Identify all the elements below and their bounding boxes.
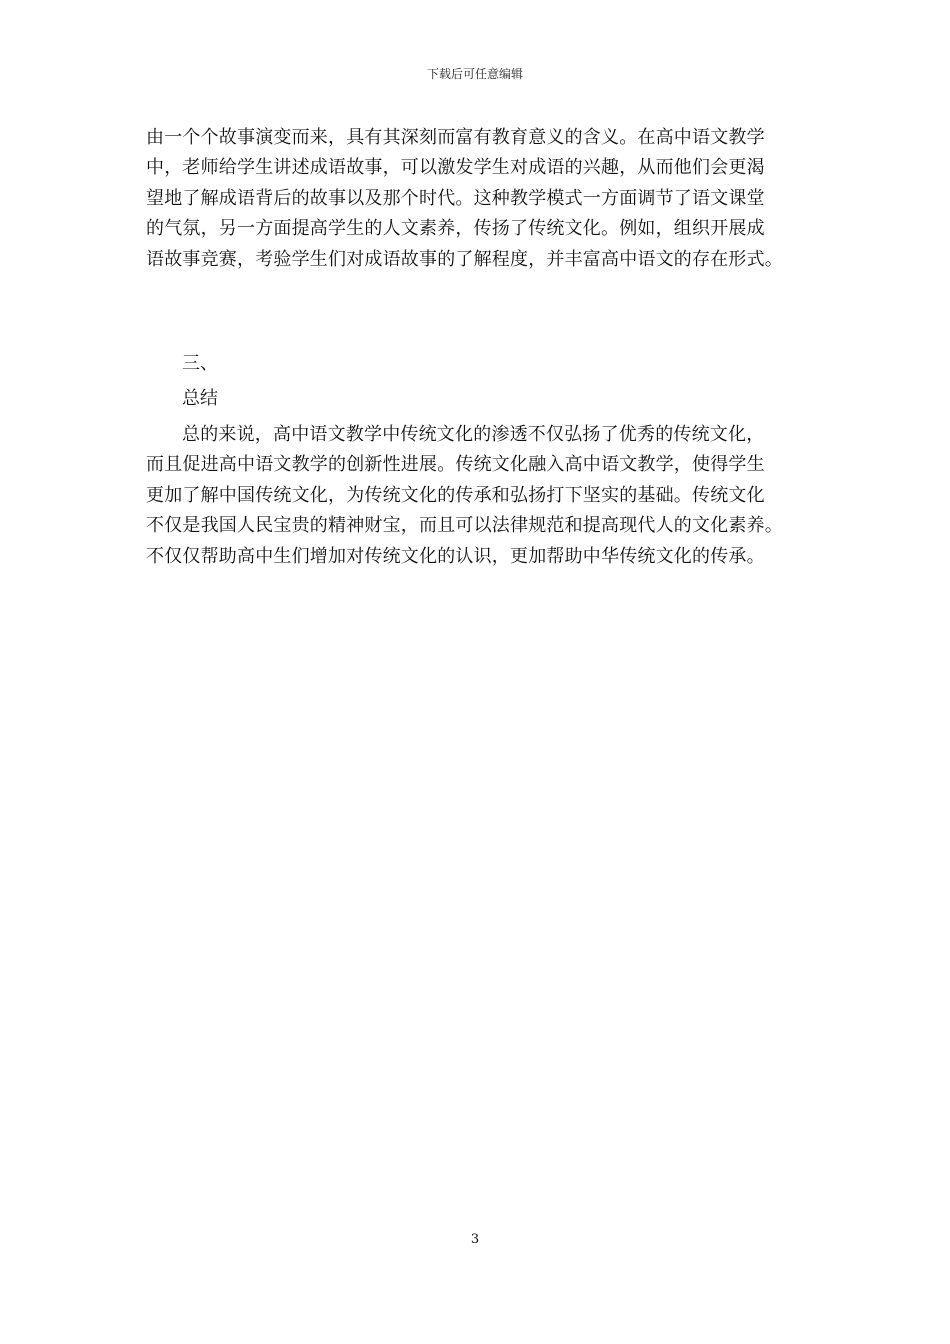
section-number: 三、 [182,353,218,374]
paragraph-idiom-stories [146,123,826,275]
text-line: 更加了解中国传统文化，为传统文化的传承和弘扬打下坚实的基础。传统文化 [146,484,765,506]
text-line: 望地了解成语背后的故事以及那个时代。这种教学模式一方面调节了语文课堂 [146,187,765,209]
page-header: 下载后可任意编辑 [426,67,523,81]
text-line: 的气氛，另一方面提高学生的人文素养，传扬了传统文化。例如，组织开展成 [146,218,765,240]
text-line: 由一个个故事演变而来，具有其深刻而富有教育意义的含义。在高中语文教学 [146,127,765,148]
text-line: 总的来说，高中语文教学中传统文化的渗透不仅弘扬了优秀的传统文化， [182,424,765,445]
page-number: 3 [470,1232,480,1247]
text-line: 中，老师给学生讲述成语故事，可以激发学生对成语的兴趣，从而他们会更渴 [146,157,765,179]
section-heading: 总结 [182,388,218,409]
text-line: 不仅是我国人民宝贵的精神财宝，而且可以法律规范和提高现代人的文化素养。 [146,515,783,537]
text-line: 而且促进高中语文教学的创新性进展。传统文化融入高中语文教学，使得学生 [146,454,765,476]
text-line: 语故事竞赛，考验学生们对成语故事的了解程度，并丰富高中语文的存在形式。 [146,248,783,270]
paragraph-summary [146,420,826,572]
text-line: 不仅仅帮助高中生们增加对传统文化的认识，更加帮助中华传统文化的传承。 [146,545,765,567]
